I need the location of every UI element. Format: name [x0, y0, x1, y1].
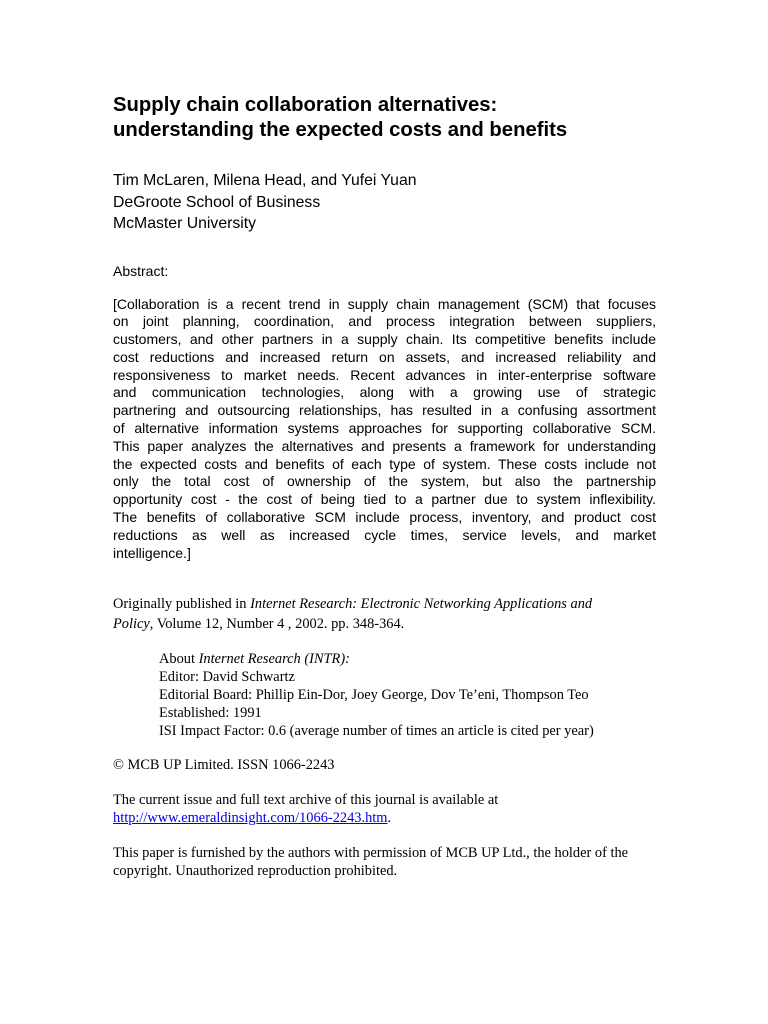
about-editor: Editor: David Schwartz — [159, 669, 295, 686]
author-names: Tim McLaren, Milena Head, and Yufei Yuan — [113, 172, 417, 189]
journal-name-part-2: Policy — [113, 616, 150, 633]
author-school: DeGroote School of Business — [113, 193, 321, 211]
abstract-line: reductions as well as increased cycle times, service levels, and market — [113, 526, 656, 543]
publication-line-1 — [113, 594, 656, 614]
abstract-line: opportunity cost - the cost of being tied to a partner due to system inflexibility. — [113, 491, 656, 508]
about-heading — [159, 651, 656, 669]
abstract-line: on joint planning, coordination, and process integration between suppliers, — [113, 313, 656, 330]
paper-title — [113, 93, 656, 143]
abstract-line: responsiveness to market needs. Recent advances in inter-enterprise software — [113, 366, 656, 383]
publication-prefix: Originally published in — [113, 596, 251, 613]
abstract-line: partnering and outsourcing relationships, has resulted in a confusing assortment — [113, 402, 656, 419]
title-line-1: Supply chain collaboration alternatives: — [113, 94, 498, 116]
archive-text: The current issue and full text archive of this journal is available at — [113, 792, 499, 809]
about-editorial-board: Editorial Board: Phillip Ein-Dor, Joey George, Dov Te’eni, Thompson Teo — [159, 687, 589, 704]
archive-link-line — [113, 809, 656, 827]
abstract-heading: Abstract: — [113, 262, 169, 279]
title-line-2: understanding the expected costs and benefits — [113, 119, 568, 141]
paper-page — [113, 93, 656, 880]
publication-line-2 — [113, 614, 656, 634]
permission-line-1: This paper is furnished by the authors with permission of MCB UP Ltd., the holder of the — [113, 845, 629, 862]
about-prefix: About — [159, 651, 199, 668]
archive-note — [113, 791, 656, 827]
abstract-line: intelligence.] — [113, 544, 191, 561]
permission-notice — [113, 844, 656, 880]
abstract-line: The benefits of collaborative SCM include process, inventory, and product cost — [113, 509, 656, 526]
abstract-line: the expected costs and benefits of each type of system. These costs include not — [113, 455, 656, 472]
journal-name-part-1: Internet Research: Electronic Networking Applications and — [250, 596, 593, 613]
abstract-line: and communication technologies, along with a growing use of strategic — [113, 384, 656, 401]
abstract-line: [Collaboration is a recent trend in supply chain management (SCM) that focuses — [113, 295, 656, 312]
abstract-line: customers, and other partners in a supply chain. Its competitive benefits include — [113, 331, 656, 348]
about-journal-block — [159, 651, 656, 740]
permission-line-2: copyright. Unauthorized reproduction prohibited. — [113, 863, 398, 880]
about-established: Established: 1991 — [159, 704, 262, 721]
about-journal-name: Internet Research (INTR): — [198, 651, 350, 668]
publication-details: , Volume 12, Number 4 , 2002. pp. 348-364. — [149, 616, 405, 633]
about-impact-factor: ISI Impact Factor: 0.6 (average number of times an article is cited per year) — [159, 722, 594, 739]
abstract-line: cost reductions and increased return on assets, and increased reliability and — [113, 348, 656, 365]
journal-archive-link[interactable]: http://www.emeraldinsight.com/1066-2243.htm — [113, 810, 388, 827]
publication-note — [113, 594, 656, 634]
abstract-line: only the total cost of ownership of the system, but also the partnership — [113, 473, 656, 490]
abstract-line: This paper analyzes the alternatives and presents a framework for understanding — [113, 437, 656, 454]
abstract-line: of alternative information systems approaches for supporting collaborative SCM. — [113, 420, 656, 437]
archive-link-suffix: . — [387, 810, 392, 827]
author-block — [113, 170, 656, 235]
author-university: McMaster University — [113, 215, 257, 232]
copyright-notice: © MCB UP Limited. ISSN 1066-2243 — [113, 757, 335, 774]
abstract-text — [113, 296, 656, 563]
